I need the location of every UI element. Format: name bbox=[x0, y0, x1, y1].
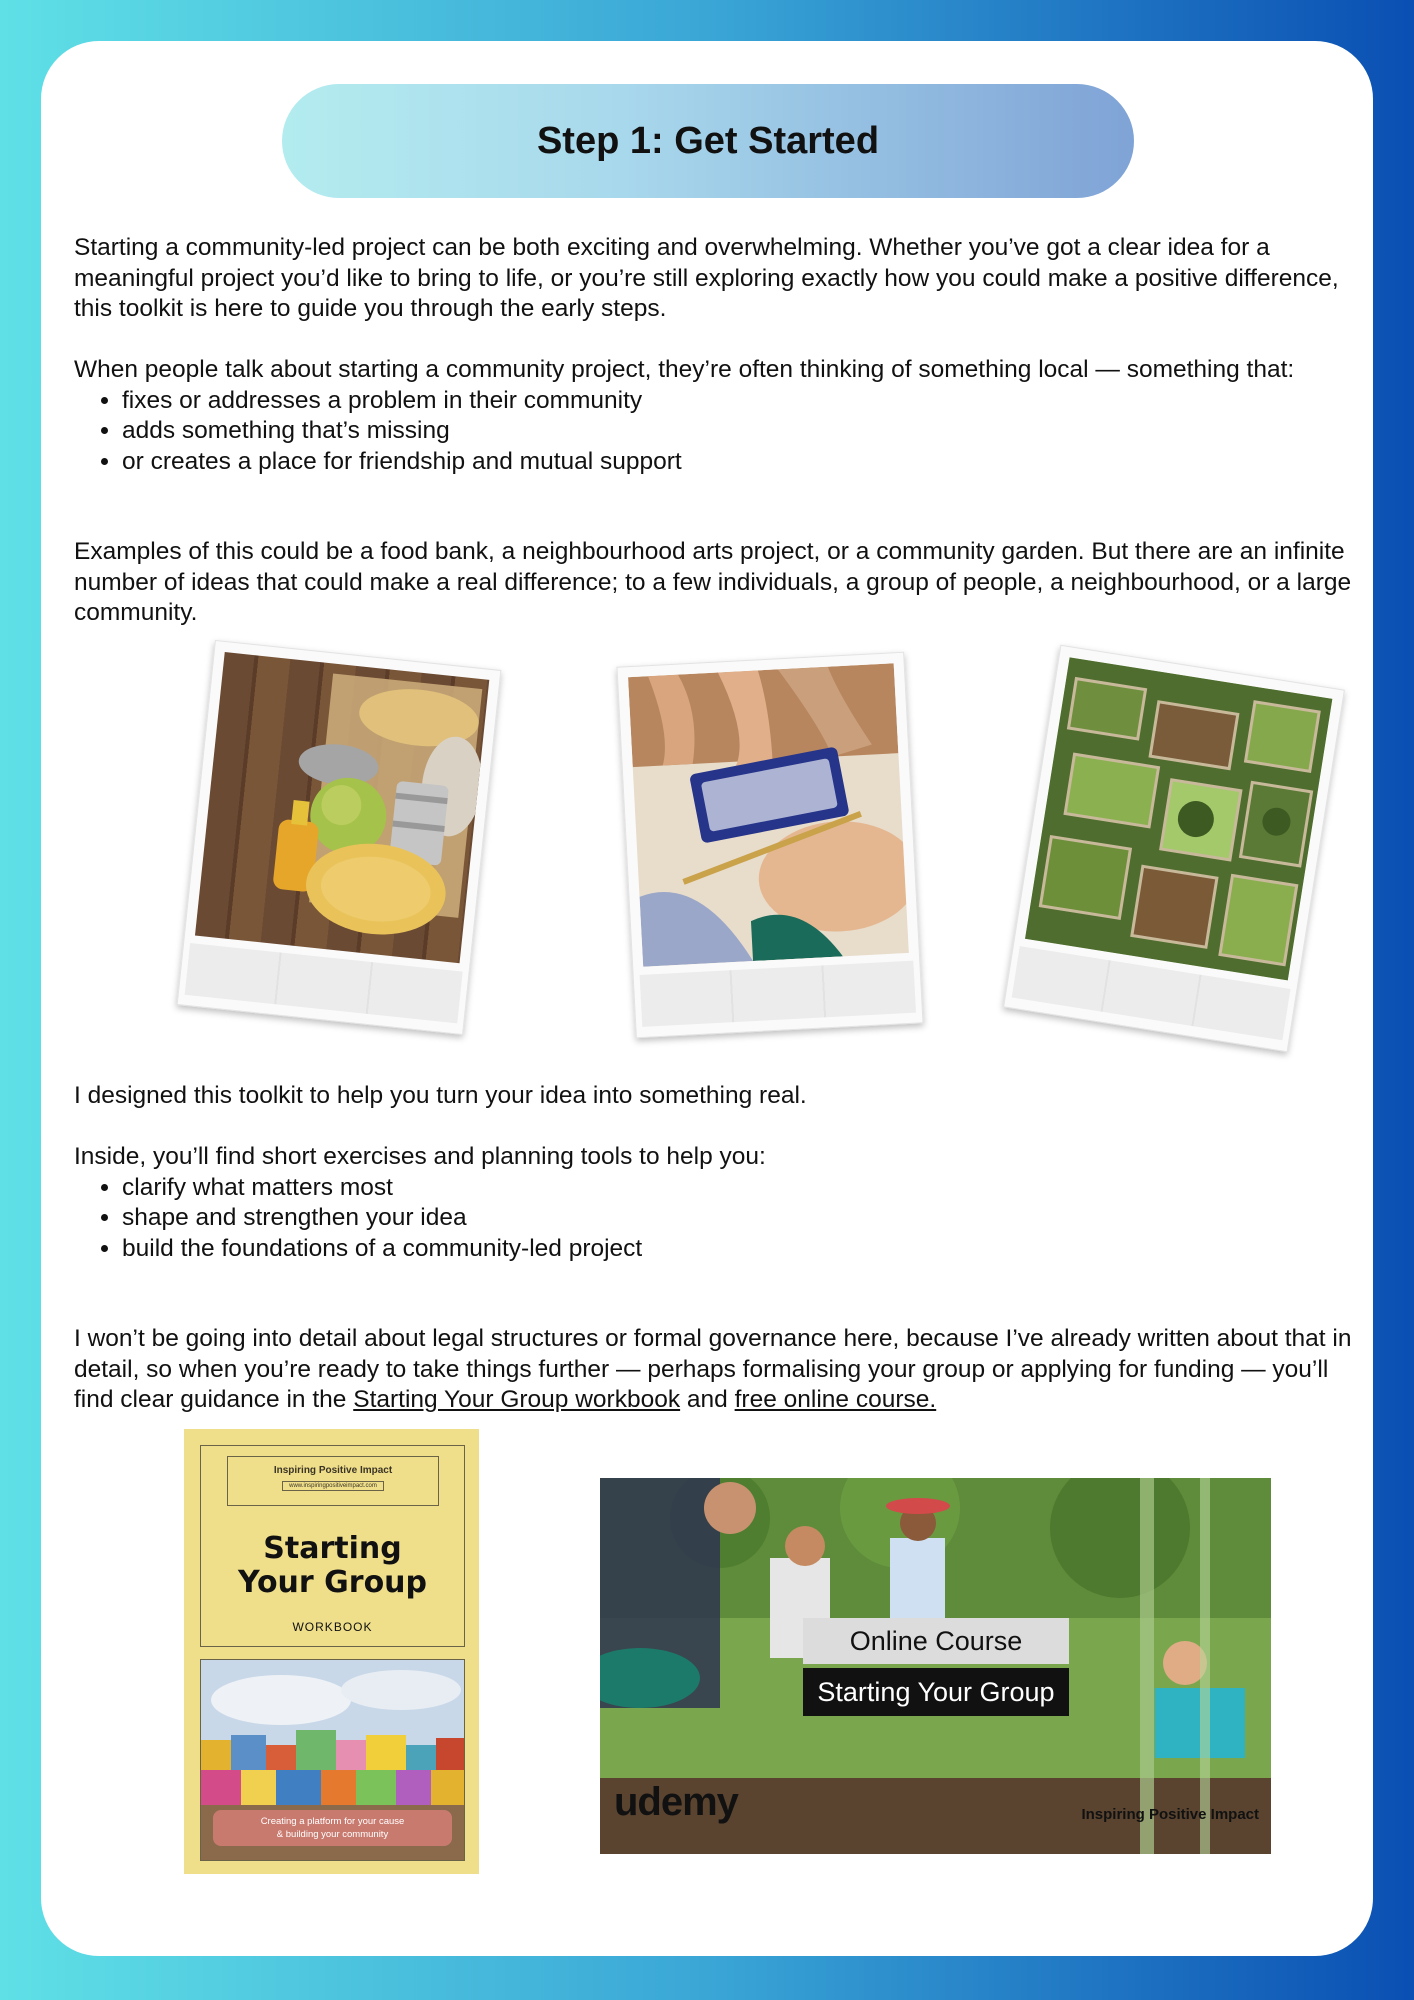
legal-paragraph bbox=[74, 1324, 1364, 1416]
udemy-logo: udemy bbox=[614, 1780, 738, 1824]
list-item: • adds something that’s missing bbox=[122, 416, 1364, 447]
examples-paragraph: Examples of this could be a food bank, a neighbourhood arts project, or a community garden. But there are an infinite number of ideas that could make a real difference; to a few individuals, a group of people, a neighbourhood, or a large community. bbox=[74, 538, 1352, 626]
title-banner bbox=[282, 84, 1134, 198]
workbook-header bbox=[200, 1445, 465, 1647]
content-card bbox=[41, 41, 1373, 1956]
intro-paragraph: Starting a community-led project can be both exciting and overwhelming. Whether you’ve got a clear idea for a meaningful project you’d like to bring to life, or you’re still exploring exactly how you could make a positive difference, this toolkit is here to guide you through the early steps. bbox=[74, 234, 1339, 322]
inside-intro-paragraph: Inside, you’ll find short exercises and planning tools to help you: bbox=[74, 1143, 766, 1170]
workbook-subtitle: WORKBOOK bbox=[292, 1620, 373, 1634]
designed-section bbox=[74, 1081, 1364, 1112]
list-item: • clarify what matters most bbox=[122, 1173, 1364, 1204]
online-course-banner[interactable] bbox=[600, 1478, 1271, 1854]
legal-section bbox=[74, 1324, 1364, 1416]
list-item: • shape and strengthen your idea bbox=[122, 1203, 1364, 1234]
workbook-title-line2: Your Group bbox=[237, 1565, 428, 1600]
workbook-title bbox=[201, 1532, 464, 1600]
local-intro-paragraph: When people talk about starting a community project, they’re often thinking of something local — something that: bbox=[74, 356, 1295, 383]
course-label-box: Online Course bbox=[803, 1618, 1069, 1664]
course-credit: Inspiring Positive Impact bbox=[1081, 1806, 1259, 1823]
arts-project-photo bbox=[616, 652, 923, 1039]
workbook-brand: Inspiring Positive Impact bbox=[273, 1465, 393, 1476]
painting-hands-illustration bbox=[628, 663, 909, 967]
course-title-box: Starting Your Group bbox=[803, 1668, 1069, 1716]
legal-text: I won’t be going into detail about legal structures or formal governance here, because I’ve already written about that in detail, so when you’re ready to take things further — perhaps formalising your group or applying for funding — you’ll find clear guidance in the bbox=[74, 1325, 1352, 1413]
and-text: and bbox=[686, 1386, 728, 1413]
workbook-caption-line1: Creating a platform for your cause bbox=[260, 1816, 405, 1827]
list-item: • or creates a place for friendship and mutual support bbox=[122, 447, 1364, 478]
inside-section bbox=[74, 1142, 1364, 1264]
garden-plots-illustration bbox=[1025, 657, 1332, 980]
local-section bbox=[74, 355, 1364, 477]
food-box-illustration bbox=[195, 652, 489, 963]
local-list bbox=[74, 386, 1364, 478]
workbook-caption bbox=[213, 1810, 452, 1846]
online-course-link[interactable]: free online course. bbox=[734, 1386, 937, 1413]
list-item: • fixes or addresses a problem in their community bbox=[122, 386, 1364, 417]
workbook-caption-line2: & building your community bbox=[276, 1829, 389, 1840]
community-garden-photo bbox=[1003, 645, 1345, 1053]
food-bank-photo bbox=[177, 640, 502, 1035]
workbook-link[interactable]: Starting Your Group workbook bbox=[353, 1386, 681, 1413]
page-title: Step 1: Get Started bbox=[536, 119, 880, 162]
designed-paragraph: I designed this toolkit to help you turn your idea into something real. bbox=[74, 1082, 807, 1109]
workbook-title-line1: Starting bbox=[263, 1531, 402, 1566]
intro-section bbox=[74, 233, 1364, 325]
workbook-cover[interactable] bbox=[184, 1429, 479, 1874]
workbook-badge bbox=[227, 1456, 439, 1506]
workbook-url: www.inspiringpositiveimpact.com bbox=[282, 1481, 384, 1491]
inside-list bbox=[74, 1173, 1364, 1265]
list-item: • build the foundations of a community-led project bbox=[122, 1234, 1364, 1265]
examples-section bbox=[74, 537, 1364, 629]
workbook-image bbox=[200, 1659, 465, 1861]
